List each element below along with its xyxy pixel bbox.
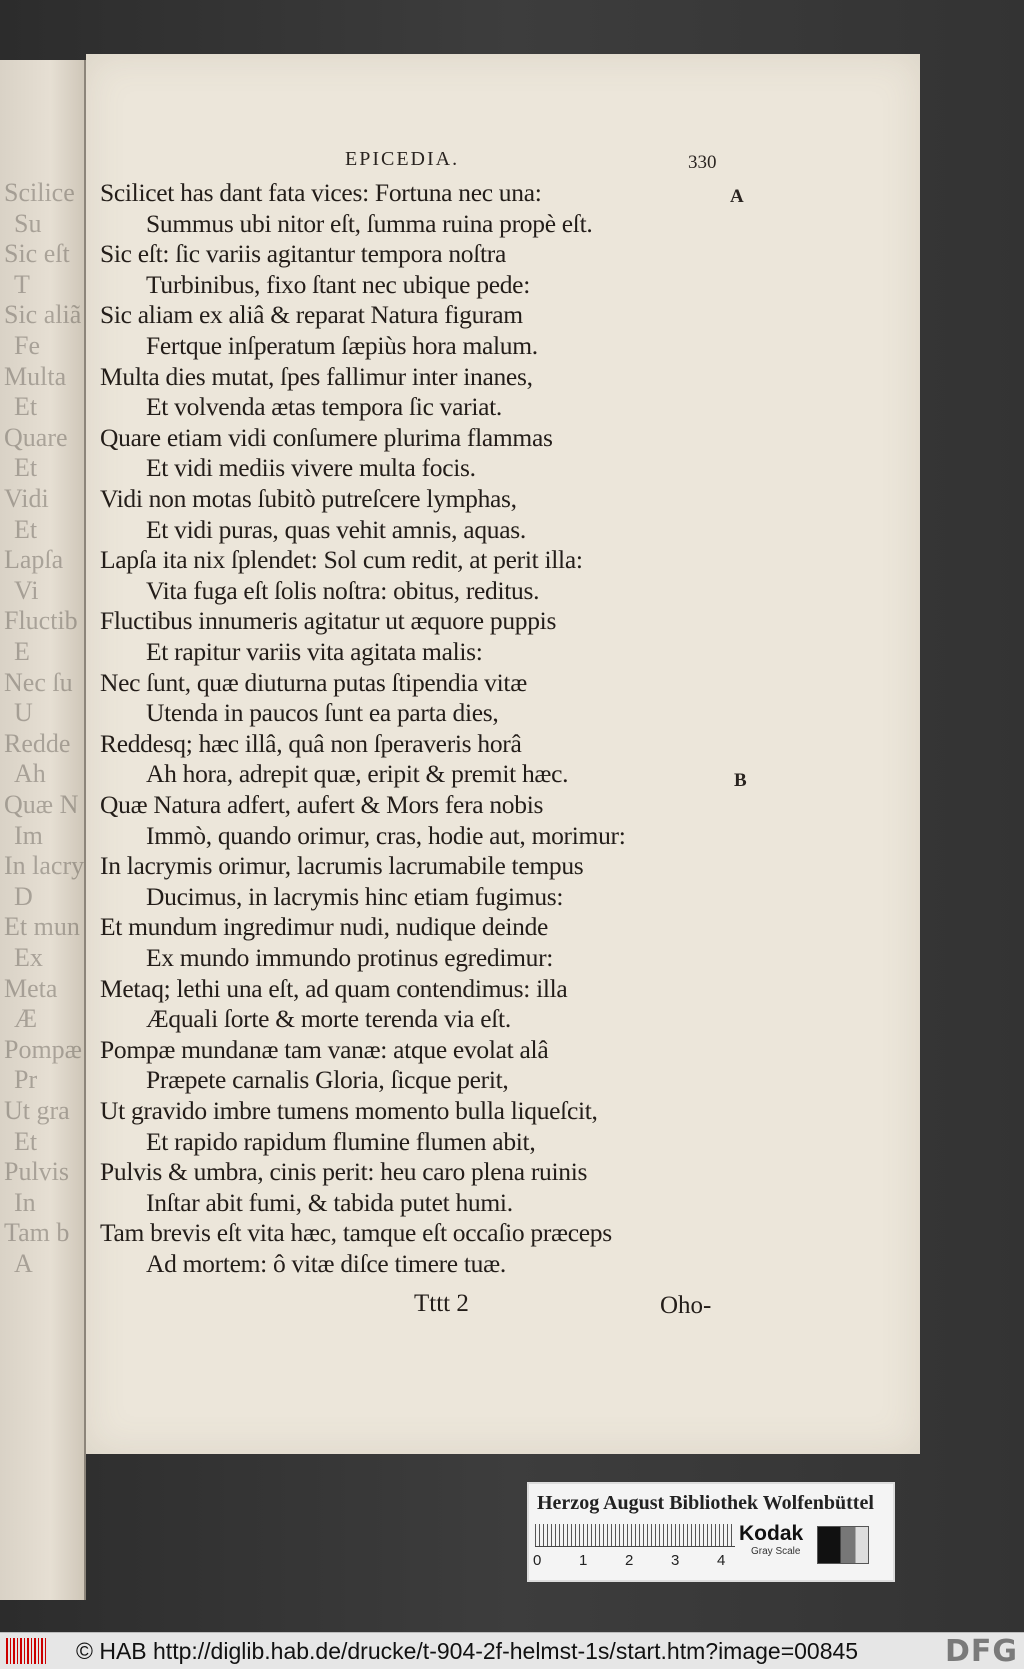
left-page-fragment: Fe [14,331,40,360]
left-page-fragment: Multa [4,361,67,391]
ruler-number: 3 [671,1552,680,1569]
left-page-fragment: Lapſa [4,545,64,575]
verse-line: Vidi non motas ſubitò putreſcere lymphas, [100,484,517,513]
verse-line: Ah hora, adrepit quæ, eripit & premit hæc. [146,759,569,789]
verse-line: Lapſa ita nix ſplendet: Sol cum redit, at perit illa: [100,545,583,575]
verse-line: Ad mortem: ô vitæ diſce timere tuæ. [146,1249,506,1278]
verse-line: Et rapido rapidum flumine flumen abit, [146,1126,536,1156]
left-page-fragment: Et [14,392,38,422]
left-page-fragment: Su [14,208,42,238]
left-page-fragment: In lacry [4,851,85,881]
left-page-fragment: D [14,881,33,911]
card-title: Herzog August Bibliothek Wolfenbüttel [537,1492,874,1514]
left-page-fragment: Meta [4,973,58,1003]
left-page-fragment: Et [14,514,38,544]
verse-line: Fertque inſperatum ſæpiùs hora malum. [146,331,538,360]
verse-line: Et volvenda ætas tempora ſic variat. [146,392,502,422]
verse-line: Vita fuga eſt ſolis noſtra: obitus, reditus. [146,575,540,605]
verse-line: Ex mundo immundo protinus egredimur: [146,943,554,972]
left-page-fragment: Pulvis [4,1157,70,1187]
verse-line: Quæ Natura adfert, aufert & Mors fera nobis [100,790,544,819]
catchword: Oho- [660,1292,712,1319]
ruler-number: 2 [625,1552,634,1569]
left-page-fragment: Sic eſt [4,239,70,269]
verse-line: Sic aliam ex aliâ & reparat Natura figuram [100,300,523,330]
ruler-number: 4 [717,1552,726,1569]
left-page-fragment: U [14,698,33,728]
verse-line: Et mundum ingredimur nudi, nudique deinde [100,912,549,942]
verse-line: Pulvis & umbra, cinis perit: heu caro plena ruinis [100,1157,588,1187]
left-page-fragment: Ut gra [4,1096,70,1125]
left-page-fragment: Sic aliã [4,300,82,330]
verse-line: Summus ubi nitor eſt, ſumma ruina propè eſt. [146,208,593,238]
gray-scale-swatch [817,1526,869,1564]
left-page-fragment: Æ [14,1004,38,1034]
left-page-fragment: Pompæ [4,1034,83,1064]
ruler-scale [535,1524,735,1547]
verse-line: Fluctibus innumeris agitatur ut æquore puppis [100,606,557,636]
verse-line: In lacrymis orimur, lacrumis lacrumabile tempus [100,851,584,881]
verse-line: Præpete carnalis Gloria, ſicque perit, [146,1065,509,1095]
running-header: EPICEDIA. [345,148,460,170]
verse-line: Et vidi puras, quas vehit amnis, aquas. [146,514,526,544]
footer-url[interactable]: © HAB http://diglib.hab.de/drucke/t-904-2f-helmst-1s/start.htm?image=00845 [76,1638,859,1664]
left-page-fragment: Fluctib [4,606,78,636]
verse-line: Multa dies mutat, ſpes fallimur inter inanes, [100,361,533,391]
left-page-fragment: E [14,637,30,666]
verse-line: Reddesq; hæc illâ, quâ non ſperaveris horâ [100,728,522,758]
gray-scale-label: Gray Scale [751,1546,801,1557]
kodak-logo: Kodak [739,1522,804,1545]
left-page-fragment: A [14,1249,33,1278]
left-page-fragment: Tam b [4,1218,70,1248]
barcode-icon [6,1638,46,1664]
left-page-fragment: Et [14,1126,38,1156]
left-page-fragment: Redde [4,728,71,758]
left-page-fragment: Pr [14,1065,38,1095]
signature-mark: Tttt 2 [414,1290,469,1317]
ruler-number: 1 [579,1552,588,1569]
left-page-fragment: Et mun [4,912,80,942]
margin-marker-a: A [730,186,744,207]
page-number: 330 [688,152,717,173]
verse-line: Utenda in paucos ſunt ea parta dies, [146,698,499,728]
verse-line: Scilicet has dant fata vices: Fortuna nec una: [100,178,542,207]
left-page-fragment: Quare [4,422,68,452]
left-page-fragment: Nec ſu [4,667,73,697]
verse-line: Et rapitur variis vita agitata malis: [146,637,483,666]
verse-line: Tam brevis eſt vita hæc, tamque eſt occaſio præceps [100,1218,612,1248]
left-page-fragment: Vidi [4,484,49,513]
verse-line: Ducimus, in lacrymis hinc etiam fugimus: [146,881,564,911]
verse-line: Æquali ſorte & morte terenda via eſt. [146,1004,511,1034]
verse-line: Quare etiam vidi conſumere plurima flammas [100,422,553,452]
verse-line: Inſtar abit fumi, & tabida putet humi. [146,1187,513,1217]
verse-line: Immò, quando orimur, cras, hodie aut, morimur: [146,820,626,850]
verse-line: Et vidi mediis vivere multa focis. [146,453,476,483]
dfg-logo: DFG [944,1634,1018,1669]
footer-bar [0,1632,1024,1669]
left-page-edge [0,60,86,1600]
left-page-fragment: Ah [14,759,46,789]
ruler-number: 0 [533,1552,542,1569]
left-page-fragment: Quæ N [4,790,79,819]
verse-line: Sic eſt: ſic variis agitantur tempora noſtra [100,239,507,269]
verse-line: Nec ſunt, quæ diuturna putas ſtipendia vitæ [100,667,527,697]
left-page-fragment: Im [14,820,43,850]
verse-line: Ut gravido imbre tumens momento bulla liqueſcit, [100,1096,598,1125]
left-page-fragment: Scilice [4,178,75,207]
verse-line: Metaq; lethi una eſt, ad quam contendimus: illa [100,973,568,1003]
left-page-fragment: Vi [14,575,39,605]
left-page-fragment: In [14,1187,36,1217]
verse-line: Pompæ mundanæ tam vanæ: atque evolat alâ [100,1034,549,1064]
left-page-fragment: Et [14,453,38,483]
left-page-fragment: T [14,269,30,299]
color-reference-card [527,1482,895,1582]
verse-line: Turbinibus, fixo ſtant nec ubique pede: [146,269,530,299]
left-page-fragment: Ex [14,943,43,972]
margin-marker-b: B [734,770,747,791]
